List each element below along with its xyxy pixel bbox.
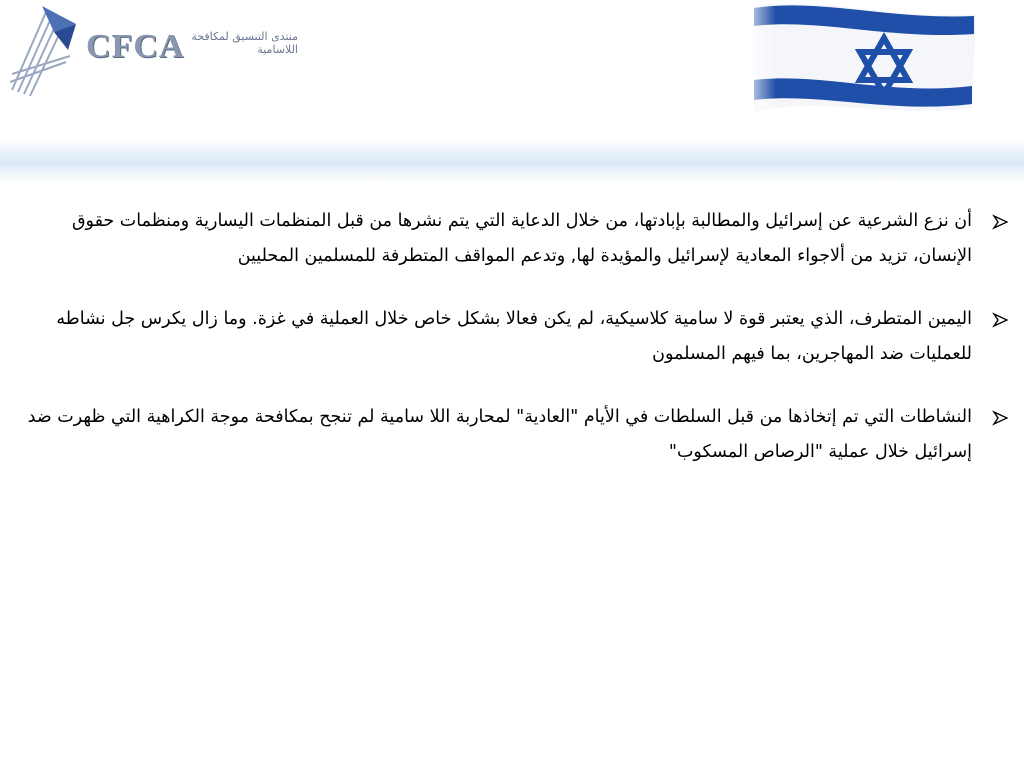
bullet-list	[10, 204, 1014, 498]
slide-header	[0, 0, 1024, 180]
cfca-logo	[6, 2, 306, 98]
bullet-text: اليمين المتطرف، الذي يعتبر قوة لا سامية كلاسيكية، لم يكن فعالا بشكل خاص خلال العملية في غزة. وما زال يكرس جل نشاطه للعمليات ضد المهاجرين، بما فيهم المسلمون	[56, 309, 972, 364]
arrow-bullet-icon	[992, 312, 1008, 328]
bullet-text: النشاطات التي تم إتخاذها من قبل السلطات في الأيام "العادية" لمحاربة اللا سامية لم تنجح بمكافحة موجة الكراهية التي ظهرت ضد إسرائيل خلال عملية "الرصاص المسكوب"	[27, 407, 972, 462]
header-band	[0, 140, 1024, 182]
bullet-item-1	[10, 204, 1014, 274]
bullet-item-2	[10, 302, 1014, 372]
israel-flag-image	[740, 0, 980, 120]
logo-text: CFCA	[86, 28, 185, 65]
logo-arabic-text: منتدى التنسيق لمكافحة اللاسامية	[191, 30, 298, 56]
arrow-bullet-icon	[992, 214, 1008, 230]
arrow-bullet-icon	[992, 410, 1008, 426]
bullet-item-3	[10, 400, 1014, 470]
bullet-text: أن نزع الشرعية عن إسرائيل والمطالبة بإبادتها، من خلال الدعاية التي يتم نشرها من قبل المنظمات اليسارية ومنظمات حقوق الإنسان، تزيد من ألاجواء المعادية لإسرائيل والمؤيدة لها, وتدعم المواقف المتطرفة للمسلمين المحليين	[71, 211, 972, 266]
